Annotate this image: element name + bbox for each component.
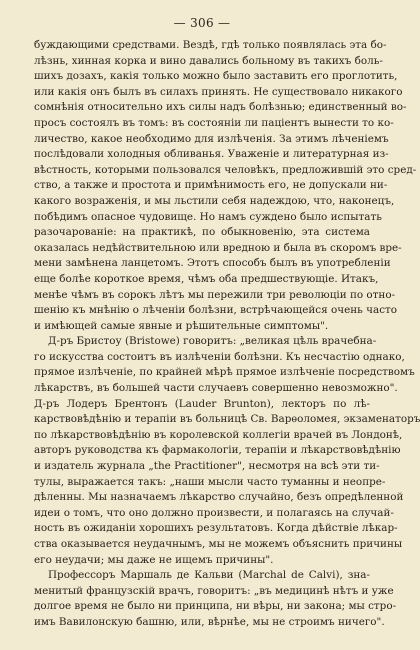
page-number: — 306 — [173, 16, 231, 30]
text-line: лѣзнь, хинная корка и вино давались больному въ такихъ боль- [34, 54, 383, 67]
text-line: Профессоръ Маршаль де Кальви (Marchal de Calvi), зна- [48, 569, 370, 582]
text-line: просъ состоялъ въ томъ: въ состояніи ли паціентъ вынести то ко- [34, 116, 394, 129]
body-text [34, 38, 420, 631]
text-line: прямое излѣченіе, по крайней мѣрѣ прямое излѣченіе посредствомъ [34, 366, 415, 379]
text-line: разочарованіе: на практикѣ, по обыкновенію, эта система [34, 226, 370, 239]
text-line: ность въ ожиданіи хорошихъ результатовъ. Когда дѣйствіе лѣкар- [34, 522, 398, 535]
text-line: и издатель журнала „the Practitioner", несмотря на всѣ эти ти- [34, 460, 380, 473]
text-line: оказалась недѣйствительною или вредною и была въ скоромъ вре- [34, 241, 402, 254]
text-line: долгое время не было ни принципа, ни вѣры, ни закона; мы стро- [34, 600, 397, 613]
text-line: какого возраженія, и мы льстили себя надеждою, что, наконецъ, [34, 194, 395, 207]
text-line: го искусства состоитъ въ излѣченіи болѣзни. Къ несчастію однако, [34, 350, 405, 363]
text-line: ство, а также и простота и примѣнимость его, не допускали ни- [34, 179, 388, 192]
text-line: Д-ръ Лодеръ Брентонъ (Lauder Brunton), лекторъ по лѣ- [34, 397, 370, 410]
text-line: и имѣющей самые явные и рѣшительные симптомы". [34, 319, 329, 332]
text-line: дѣленны. Мы назначаемъ лѣкарство случайно, безъ опредѣленной [34, 491, 404, 504]
text-line: лѣкарствъ, въ большей части случаевъ совершенно невозможно". [34, 382, 398, 395]
text-line: карствовѣдѣнію и терапіи въ больницѣ Св. Варѳоломея, экзаменаторъ [34, 413, 420, 426]
text-line: менитый французскій врачъ, говоритъ: „въ медицинѣ нѣтъ и уже [34, 584, 394, 597]
text-line: идеи о томъ, что оно должно произвести, и полагаясь на случай- [34, 506, 394, 519]
text-line: еще болѣе короткое время, чѣмъ оба предшествующіе. Итакъ, [34, 272, 379, 285]
text-line: тулы, выражается такъ: „наши мысли часто туманны и неопре- [34, 475, 386, 488]
text-line: или какія онъ былъ въ силахъ принять. Не существовало никакого [34, 85, 403, 98]
text-line: вѣстность, которыми пользовался человѣкъ, предложившій это сред- [34, 163, 417, 176]
text-line: по лѣкарствовѣдѣнію въ королевской коллегіи врачей въ Лондонѣ, [34, 428, 403, 441]
text-line: послѣдовали холодныя обливанья. Уваженіе и литературная из- [34, 148, 389, 161]
text-line: шенію къ мнѣнію о лѣченіи болѣзни, встрѣчающейся очень часто [34, 304, 398, 317]
text-line: Д-ръ Бристоу (Bristowe) говоритъ: „великая цѣль врачебна- [48, 335, 377, 348]
text-line: мени замѣнена ланцетомъ. Этотъ способъ былъ въ употребленіи [34, 257, 391, 270]
text-line: менѣе чѣмъ въ сорокъ лѣтъ мы пережили три революціи по отно- [34, 288, 396, 301]
text-line: авторъ руководства къ фармакологіи, терапіи и лѣкарствовѣдѣнію [34, 444, 401, 457]
text-line: личество, какое необходимо для излѣченія. За этимъ лѣченіемъ [34, 132, 389, 145]
text-line: буждающими средствами. Вездѣ, гдѣ только появлялась эта бо- [34, 39, 387, 51]
text-line: его неудачи; мы даже не ищемъ причины". [34, 553, 274, 566]
text-line: имъ Вавилонскую башню, или, вѣрнѣе, мы не строимъ ничего". [34, 615, 385, 628]
text-line: побѣдимъ опасное чудовище. Но намъ суждено было испытать [34, 210, 382, 223]
text-line: ства оказывается неудачнымъ, мы не можемъ объяснить причины [34, 538, 403, 550]
text-line: шихъ дозахъ, какія только можно было заставить его проглотить, [34, 70, 398, 83]
text-line: сомнѣнія относительно ихъ силы надъ болѣзнью; единственный во- [34, 101, 407, 114]
